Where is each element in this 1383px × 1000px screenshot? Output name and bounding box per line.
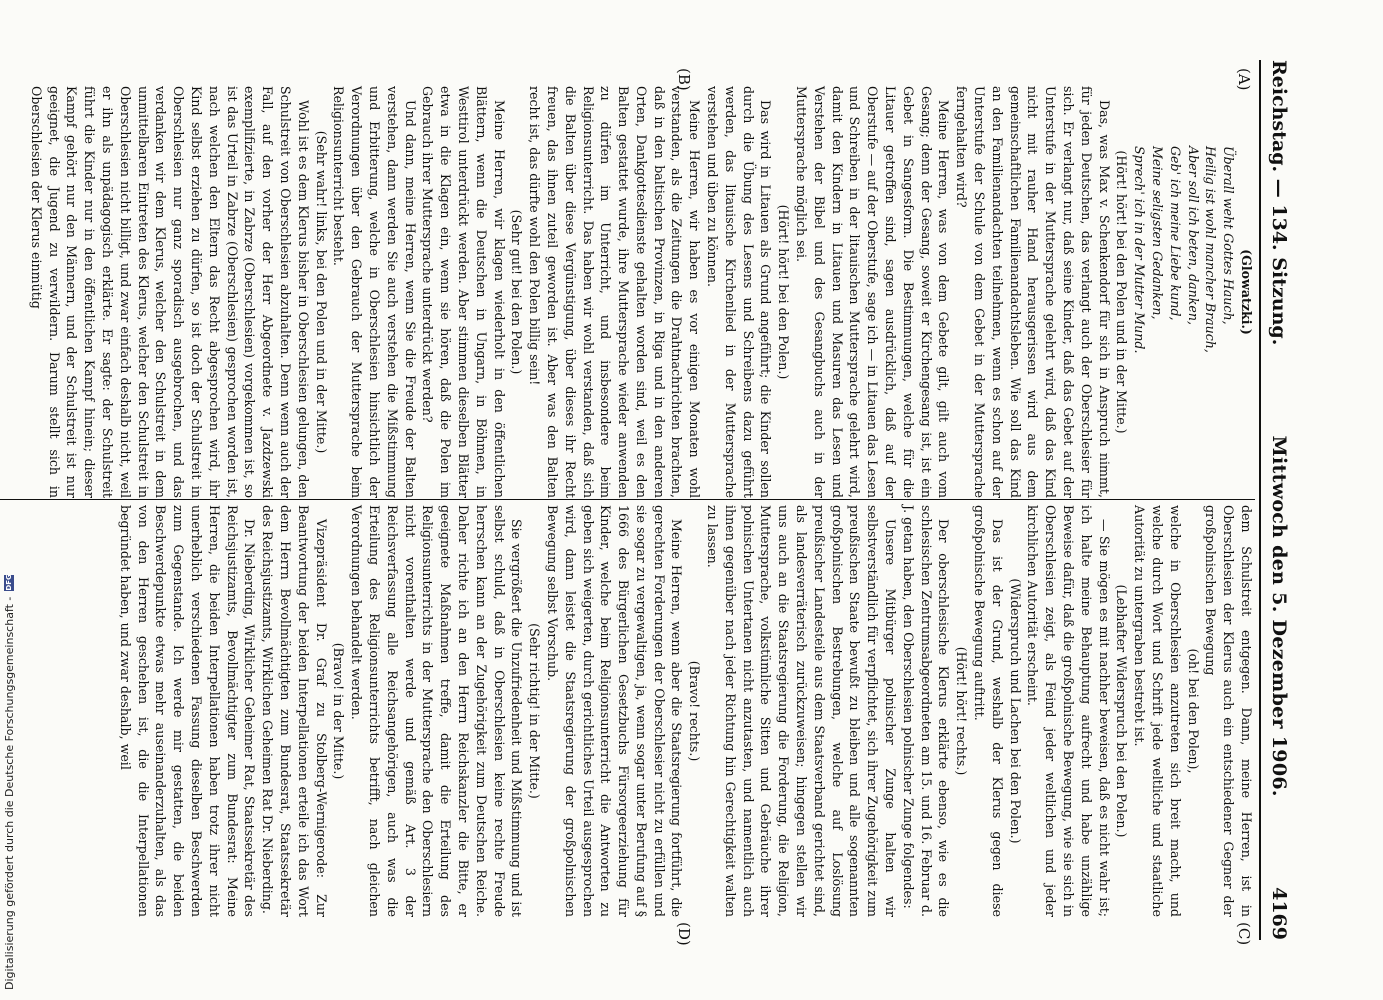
left-column-paragraph: Überall weht Gottes Hauch, [1221, 146, 1237, 325]
right-column-paragraph: Das ist der Grund, weshalb der Klerus gegen diese großpolnische Bewegung auftritt. [972, 505, 1005, 917]
left-column-paragraph: Sprech' ich in der Mutter Mund. [1132, 146, 1148, 354]
left-column-paragraph: (Sehr gut! bei den Polen.) [509, 209, 525, 375]
page-number: 4169 [1268, 887, 1290, 940]
right-column-paragraph: Unsere Mitbürger polnischer Zunge halten wir selbstverständlich für verpflichtet, sich ihrer Zugehörigkeit zum preußischen Staate bewußt zu bleiben und alle sogenannten großpolnischen Bestrebungen, welche auf Loslösung preußischer Landesteile aus dem Staatsverband gerichtet sind, als landesverräterisch zurückzuweisen; hingegen stellen wir uns auch an die Staatsregierung die Forderung, die Religion, Muttersprache, volkstümliche Sitten und Gebräuche ihrer polnischen Untertanen nicht anzutasten, und namentlich auch ihnen gegenüber nach jeder Richtung hin Gerechtigkeit walten zu lassen. [705, 505, 899, 917]
left-column-paragraph: (Hört! hört! bei den Polen und in der Mitte.) [1114, 150, 1130, 434]
right-column-paragraph: (Bravo! rechts.) [687, 660, 703, 762]
margin-marker-b: (B) [675, 68, 693, 91]
header-date: Mittwoch den 5. Dezember 1906. [1268, 435, 1290, 797]
right-column-paragraph: welche in Oberschlesien anzutreten sich breit macht, und welche durch Wort und Schrift jede weltliche und staatliche Autorität zu untergraben bestrebt ist. [1132, 505, 1183, 917]
left-column-paragraph: Geb' ich meine Liebe kund, [1167, 146, 1183, 321]
left-column-paragraph: Das wird in Litauen als Grund angeführt; die Kinder sollen durch die Übung des Lesens und Schreibens dazu geführt werden, das litauische Kirchenlied in der Muttersprache verstehen und üben zu können. [705, 86, 774, 498]
credit-text: Digitalisierung gefördert durch die Deutsche Forschungsgemeinschaft - [2, 596, 16, 990]
right-column-paragraph: (oh! bei den Polen), [1185, 648, 1201, 774]
left-column-paragraph: (Glowatzki.) [1239, 249, 1254, 335]
right-column-paragraph: Dr. Nieberding, Wirklicher Geheimer Rat, Staatssekretär des Reichsjustizamts, Bevollmächtigter zum Bundesrat: Meine Herren, die beiden Interpellationen haben trotz ihrer nicht unerheblich verschiedenen Fassung dieselben Beschwerden zum Gegenstande. Ich werde mir gestatten, die beiden Beschwerdepunkte etwas mehr auseinanderzuhalten, als das von den Herren geschehen ist, die die Interpellationen begründet haben, und zwar deshalb, weil [117, 505, 258, 917]
left-column-paragraph: Aber soll ich beten, danken, [1185, 146, 1201, 325]
right-column-paragraph: dem Schulstreit entgegen. Dann, meine Herren, ist in Oberschlesien der Klerus auch ein entschiedener Gegner der großpolnischen Bewegung [1203, 505, 1254, 917]
margin-marker-d: (D) [675, 922, 693, 946]
left-column-paragraph: Das, was Max v. Schenkendorf für sich in Anspruch nimmt, für jeden Deutschen, das verlangt auch der Oberschlesier für sich. Er verlangt nur, daß seine Kinder, daß das Gebet auf der Unterstufe in der Muttersprache gelehrt wird, daß das Kind nicht mit rauher Hand herausgerissen wird aus dem gemeinschaftlichen Familienandachtsleben. Wie soll das Kind an den Familienandachten teilnehmen, wenn es schon auf der Unterstufe der Schule von dem Gebet in der Muttersprache ferngehalten wird? [954, 86, 1112, 498]
column-divider [0, 499, 1255, 500]
left-column-paragraph: Heilig ist wohl mancher Brauch, [1203, 146, 1219, 353]
right-column-paragraph: Der oberschlesische Klerus erklärte ebenso, wie es die schlesischen Zentrumsabgeordneten am 15. und 16. Februar d. J. getan haben, den Oberschlesien polnischer Zunge folgendes: [900, 505, 952, 917]
left-column-paragraph: Meine Herren, wir klagen wiederholt in den öffentlichen Blättern, wenn die Deutschen in Ungarn, in Böhmen, in Westtirol unterdrückt werden. Aber stimmen dieselben Blätter etwa in die Klagen ein, wenn sie hören, daß die Polen im Gebrauch ihrer Muttersprache unterdrückt werden? [420, 86, 507, 498]
right-text-column [116, 505, 1255, 917]
left-column-paragraph: (Sehr wahr! links, bei den Polen und in der Mitte.) [313, 130, 329, 454]
left-column-paragraph: Meine Herren, was von dem Gebete gilt, gilt auch vom Gesang; denn der Gesang, soweit er Kirchengesang ist, ist ein Gebet in Sangesform. Die Bestimmungen, welche für die Litauer getroffen sind, sagen ausdrücklich, daß auf der Oberstufe — auf der Oberstufe, sage ich — in Litauen das Lesen und Schreiben in der litauischen Muttersprache gelehrt wird, damit den Kindern in Litauen und Masuren das Lesen und Verstehen der Bibel und des Gesangbuchs auch in der Muttersprache möglich sei. [794, 86, 952, 498]
margin-marker-a: (A) [1235, 68, 1253, 91]
right-column-paragraph: (Hört! hört! rechts.) [954, 646, 970, 776]
right-column-paragraph: — Sie mögen es mit nachher beweisen, daß es nicht wahr ist; ich halte meine Behauptung aufrecht und habe unzählige Beweise dafür, daß die großpolnische Bewegung, wie sie sich in Oberschlesien zeigt, als Feind jeder weltlichen und jeder kirchlichen Autorität erscheint. [1025, 505, 1112, 917]
left-column-paragraph: Meine Herren, wir haben es vor einigen Monaten wohl verstanden, als die Zeitungen die Drahtnachrichten brachten, daß in den baltischen Provinzen, in Riga und in den anderen Orten, Dankgottesdienste gehalten worden sind, weil es den Balten gestattet wurde, ihre Muttersprache wieder anwenden zu dürfen im Unterricht, und insbesondere beim Religionsunterricht. Das haben wir wohl verstanden, daß sich die Balten über diese Vergünstigung, über dieses ihr Recht freuen, das ihnen zuteil geworden ist. Aber was den Balten recht ist, das dürfte wohl den Polen billig sein! [527, 86, 703, 498]
right-column-paragraph: (Lebhafter Widerspruch bei den Polen.) [1114, 584, 1130, 838]
page-header [1265, 60, 1293, 940]
right-column-paragraph: (Sehr richtig! in der Mitte.) [527, 623, 543, 799]
margin-marker-c: (C) [1235, 922, 1253, 946]
left-text-column [27, 86, 1255, 498]
right-column-paragraph: Vizepräsident Dr. Graf zu Stolberg-Wernigerode: Zur Beantwortung der beiden Interpellationen erteile ich das Wort dem Herrn Bevollmächtigten zum Bundesrat, Staatssekretär des Reichsjustizamts, Wirklichen Geheimen Rat Dr. Nieberding. [260, 505, 329, 917]
right-column-paragraph: Meine Herren, wenn aber die Staatsregierung fortführt, die gerechten Forderungen der Oberschlesier nicht zu erfüllen und sie sogar zu vergewaltigen, ja, wenn sogar unter Berufung auf § 1666 des Bürgerlichen Gesetzbuchs Fürsorgeerziehung für Kinder, welche beim Religionsunterricht die Antworten zu geben sich weigerten, durch gerichtliches Urteil ausgesprochen wird, dann leistet die Staatsregierung der großpolnischen Bewegung selbst Vorschub. [544, 505, 685, 917]
right-column-paragraph: Sie vergrößert die Unzufriedenheit und Mißstimmung und ist selbst schuld, daß in Oberschlesien keine rechte Freude herrschen kann an der Zugehörigkeit zum Deutschen Reiche. Daher richte ich an den Herrn Reichskanzler die Bitte, er geeignete Maßnahmen treffe, damit die Erteilung des Religionsunterrichts in der Muttersprache den Oberschlesiern nicht vorenthalten werde und gemäß Art. 3 der Reichsverfassung alle Reichsangehörigen, auch was die Erteilung des Religionsunterrichts betrifft, nach gleichen Verordnungen behandelt werden. [349, 505, 525, 917]
left-column-paragraph: (Hört! hört! bei den Polen.) [776, 204, 792, 380]
header-left: Reichstag. — 134. Sitzung. [1268, 60, 1290, 346]
left-column-paragraph: Und dann, meine Herren, wenn Sie die Freude der Balten verstehen, dann werden Sie auch verstehen die Mißstimmung und Erbitterung, welche in Oberschlesien hinsichtlich der Verordnungen über den Gebrauch der Muttersprache beim Religionsunterricht besteht. [331, 86, 418, 498]
left-column-paragraph: Meine seligsten Gedanken, [1150, 146, 1166, 320]
dfg-logo-icon: DFG [5, 574, 13, 591]
header-rule [1259, 60, 1261, 940]
right-column-paragraph: (Widerspruch und Lachen bei den Polen.) [1007, 578, 1023, 844]
right-column-paragraph: (Bravo! in der Mitte.) [331, 642, 347, 780]
left-column-paragraph: Wohl ist es dem Klerus bisher in Oberschlesien gelungen, den Schulstreit von Oberschlesien abzuhalten. Denn wenn auch der Fall, auf den vorher der Herr Abgeordnete v. Jazdzewski exemplifizierte, in Zabrze (Oberschlesien) vorgekommen ist, so ist das Urteil in Zabrze (Oberschlesien) gesprochen worden ist, nach welchen den Eltern das Recht abgesprochen wird, ihr Kind selbst erziehen zu dürfen, so ist doch der Schulstreit in Oberschlesien nur ganz sporadisch ausgebrochen, und das verdanken wir dem Klerus, welcher den Schulstreit in dem unmittelbaren Eintreten des Klerus, welcher den Schulstreit in Oberschlesien nicht billigt, und zwar einfach deshalb nicht, weil er ihn als unpädagogisch erklärte. Er sagte: der Schulstreit führt die Kinder nur in den öffentlichen Kampf hinein; dieser Kampf gehört nur den Männern, und der Schulstreit ist nur geeignet, die Jugend zu verwildern. Darum stellt sich in Oberschlesien der Klerus einmütig [28, 86, 311, 498]
digitization-credit [2, 0, 16, 990]
